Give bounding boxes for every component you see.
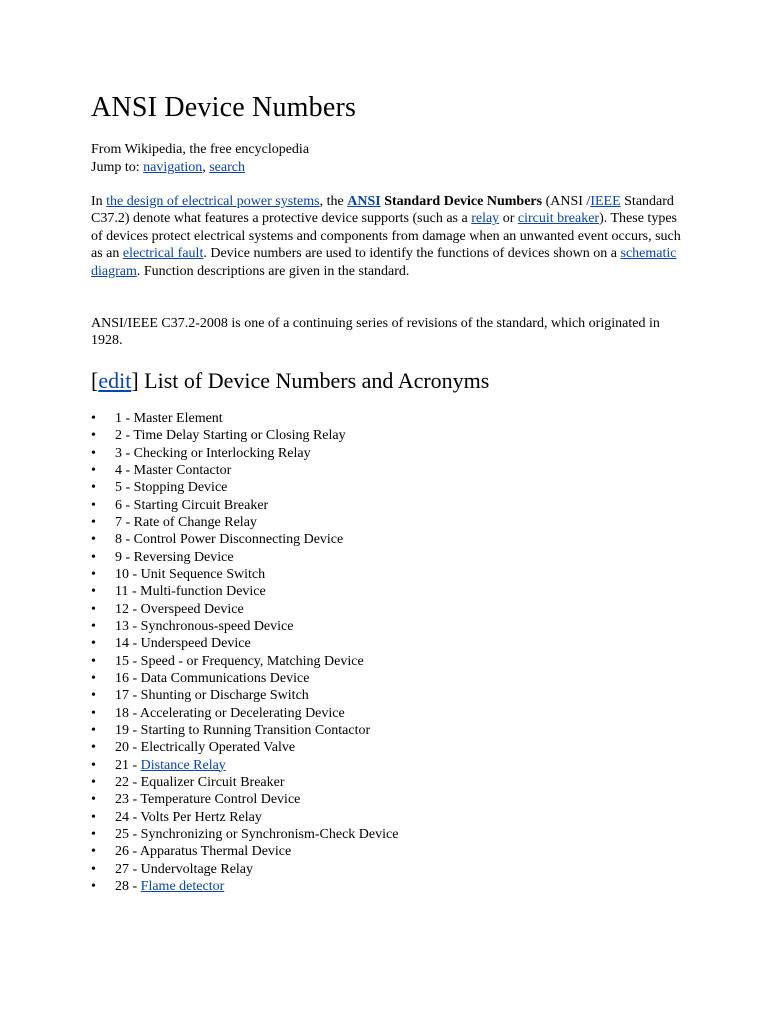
intro-text: In: [91, 194, 107, 209]
device-name: Rate of Change Relay: [133, 514, 257, 530]
edit-link[interactable]: edit: [98, 368, 132, 393]
navigation-link[interactable]: navigation: [143, 160, 203, 175]
device-name: Shunting or Discharge Switch: [140, 688, 309, 704]
list-item: [91, 843, 398, 860]
device-list: [91, 410, 398, 895]
device-number: 8 -: [115, 532, 134, 548]
device-number: 12 -: [115, 601, 141, 617]
tagline: From Wikipedia, the free encyclopedia: [91, 142, 310, 157]
device-number: 21 -: [115, 757, 141, 773]
section-heading: [91, 366, 489, 396]
device-name: Master Element: [133, 411, 223, 426]
device-number: 7 -: [115, 514, 134, 530]
device-name: Apparatus Thermal Device: [139, 844, 292, 860]
list-item: [91, 618, 398, 635]
list-item: [91, 601, 398, 618]
device-number: 22 -: [115, 774, 141, 790]
device-number: 24 -: [115, 809, 141, 825]
relay-link[interactable]: relay: [471, 211, 500, 227]
device-number: 23 -: [115, 792, 141, 808]
list-item: [91, 410, 398, 427]
device-name: Control Power Disconnecting Device: [133, 532, 344, 548]
intro-text: ). These types of devices protect electrical systems and components from damage when an unwanted event occurs, such as an: [91, 211, 681, 262]
device-number: 13 -: [115, 618, 141, 634]
intro-text: (ANSI /: [542, 194, 591, 209]
device-name: Synchronizing or Synchronism-Check Device: [140, 826, 399, 842]
list-item: [91, 531, 398, 548]
device-link[interactable]: Flame detector: [140, 878, 225, 894]
device-name: Temperature Control Device: [140, 792, 301, 808]
list-item: [91, 774, 398, 791]
device-number: 11 -: [115, 584, 141, 600]
list-item: [91, 653, 398, 670]
list-item: [91, 861, 398, 878]
section-title: List of Device Numbers and Acronyms: [138, 368, 490, 393]
device-number: 27 -: [115, 861, 141, 877]
list-item: [91, 722, 398, 739]
list-item: [91, 566, 398, 583]
device-number: 16 -: [115, 670, 141, 686]
device-number: 14 -: [115, 636, 141, 652]
device-name: Overspeed Device: [140, 601, 244, 617]
list-item: [91, 583, 398, 600]
bracket-close: ]: [131, 368, 139, 393]
device-name: Synchronous-speed Device: [140, 618, 294, 634]
intro-text: , the: [319, 194, 348, 209]
device-number: 1 -: [115, 411, 134, 426]
device-number: 17 -: [115, 688, 141, 704]
device-name: Reversing Device: [133, 549, 234, 565]
device-number: 28 -: [115, 878, 141, 894]
ansi-link[interactable]: ANSI: [347, 194, 381, 209]
device-number: 4 -: [115, 462, 134, 478]
jump-prefix: Jump to:: [91, 160, 144, 175]
design-link[interactable]: the design of electrical power systems: [106, 194, 320, 209]
intro-text: or: [499, 211, 518, 227]
device-name: Equalizer Circuit Breaker: [140, 774, 285, 790]
list-item: [91, 809, 398, 826]
intro-paragraph: [91, 193, 681, 280]
intro-bold-text: Standard Device Numbers: [380, 194, 543, 209]
list-item: [91, 705, 398, 722]
device-name: Data Communications Device: [140, 670, 310, 686]
list-item: [91, 479, 398, 496]
intro-text: Standard C37.2) denote what features a protective device supports (such as a: [91, 194, 674, 227]
device-name: Electrically Operated Valve: [140, 740, 296, 756]
jump-separator: ,: [202, 160, 210, 175]
device-name: Starting Circuit Breaker: [133, 497, 269, 513]
list-item: [91, 427, 398, 444]
device-name: Volts Per Hertz Relay: [140, 809, 262, 825]
list-item: [91, 514, 398, 531]
revision-paragraph: ANSI/IEEE C37.2-2008 is one of a continuing series of revisions of the standard, which originated in 1928.: [91, 316, 660, 349]
ieee-link[interactable]: IEEE: [590, 194, 621, 209]
schematic-diagram-link[interactable]: schematic diagram: [91, 246, 677, 279]
circuit-breaker-link[interactable]: circuit breaker: [517, 211, 600, 227]
intro-text: . Function descriptions are given in the standard.: [136, 263, 410, 279]
list-item: [91, 670, 398, 687]
device-number: 15 -: [115, 653, 141, 669]
device-name: Multi-function Device: [140, 584, 266, 600]
device-number: 6 -: [115, 497, 134, 513]
device-link[interactable]: Distance Relay: [140, 757, 226, 773]
bracket-open: [: [91, 368, 99, 393]
device-name: Speed - or Frequency, Matching Device: [140, 653, 364, 669]
device-number: 3 -: [115, 445, 134, 461]
device-name: Undervoltage Relay: [140, 861, 254, 877]
device-name: Accelerating or Decelerating Device: [139, 705, 345, 721]
list-item: [91, 791, 398, 808]
list-item: [91, 445, 398, 462]
device-name: Unit Sequence Switch: [140, 566, 266, 582]
list-item: [91, 497, 398, 514]
device-number: 18 -: [115, 705, 140, 721]
intro-text: . Device numbers are used to identify the functions of devices shown on a: [203, 246, 621, 262]
list-item: [91, 757, 398, 774]
list-item: [91, 462, 398, 479]
list-item: [91, 549, 398, 566]
electrical-fault-link[interactable]: electrical fault: [122, 246, 204, 262]
device-name: Checking or Interlocking Relay: [133, 445, 311, 461]
search-link[interactable]: search: [209, 160, 245, 175]
device-number: 19 -: [115, 722, 141, 738]
device-name: Master Contactor: [133, 462, 232, 478]
device-number: 2 -: [115, 428, 134, 444]
device-number: 5 -: [115, 480, 134, 496]
device-number: 10 -: [115, 566, 141, 582]
device-number: 20 -: [115, 740, 141, 756]
list-item: [91, 826, 398, 843]
list-item: [91, 739, 398, 756]
device-name: Underspeed Device: [140, 636, 251, 652]
device-name: Time Delay Starting or Closing Relay: [133, 428, 346, 444]
list-item: [91, 635, 398, 652]
list-item: [91, 687, 398, 704]
device-name: Stopping Device: [133, 480, 228, 496]
device-name: Starting to Running Transition Contactor: [140, 722, 371, 738]
device-number: 25 -: [115, 826, 141, 842]
device-number: 26 -: [115, 844, 140, 860]
jump-links: [91, 159, 245, 176]
list-item: [91, 878, 398, 895]
device-number: 9 -: [115, 549, 134, 565]
page-title: ANSI Device Numbers: [91, 92, 357, 123]
